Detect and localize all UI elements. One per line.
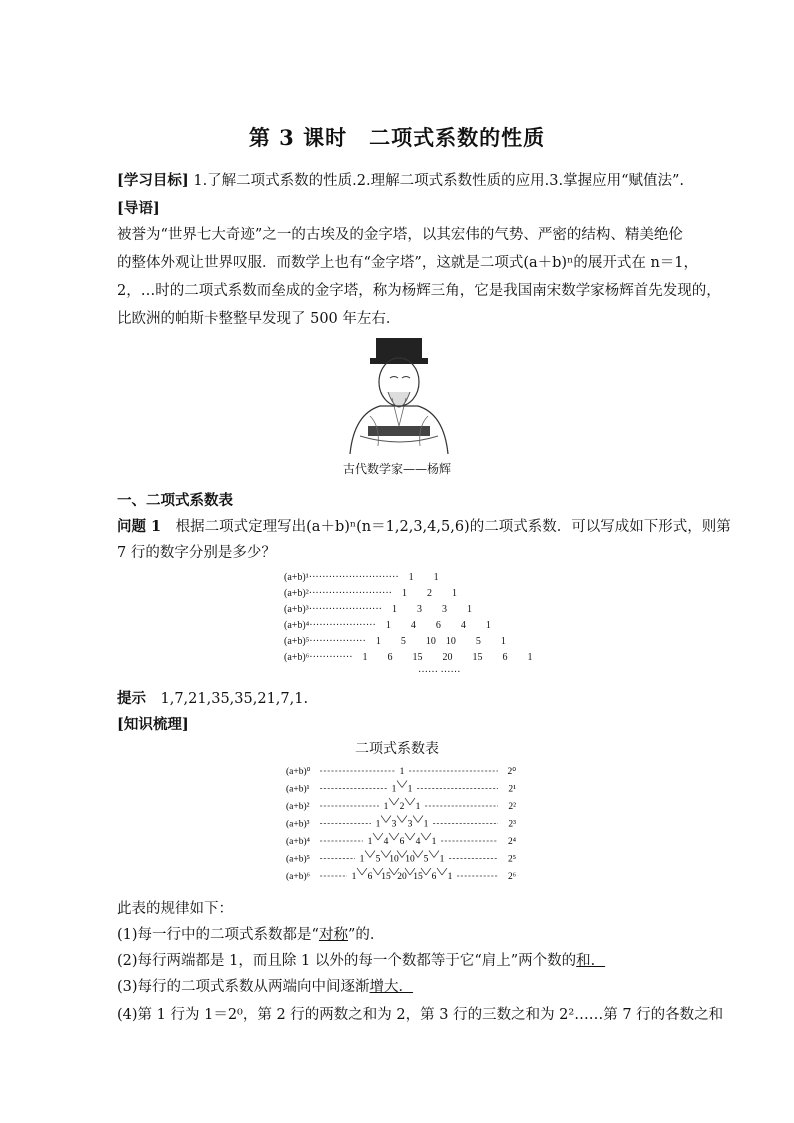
table2-coefficient: 15 — [413, 872, 423, 882]
table1-dots: ············· — [309, 652, 353, 663]
table2-connector — [378, 833, 383, 840]
rules-intro: 此表的规律如下： — [117, 901, 233, 917]
table2-connector — [402, 816, 407, 823]
table2-connector — [373, 868, 378, 875]
table2-connector — [418, 851, 423, 858]
table2-row-sum: 2⁴ — [507, 837, 516, 847]
table2-row-sum: 2³ — [508, 819, 516, 830]
objectives-text: 1.了解二项式系数的性质.2.理解二项式系数性质的应用.3.掌握应用“赋值法”. — [193, 173, 684, 189]
page-title: 第 3 课时 二项式系数的性质 — [248, 125, 546, 150]
table2-connector — [426, 868, 431, 875]
table1-lhs: (a+b)¹ — [284, 572, 309, 583]
table2-coefficient: 1 — [415, 802, 421, 812]
table2-row-sum: 2² — [508, 802, 516, 812]
table2-connector — [394, 833, 399, 840]
table2-connector — [442, 868, 447, 875]
table2-coefficient: 1 — [407, 784, 413, 795]
table2-coefficient: 10 — [405, 854, 415, 865]
question1-text: 根据二项式定理写出(a＋b)ⁿ(n＝1,2,3,4,5,6)的二项式系数．可以写成如下形式，则第 — [175, 519, 731, 535]
table2-coefficient: 1 — [359, 854, 365, 865]
table1-dots: ······················ — [308, 604, 383, 615]
table2-coefficient: 15 — [381, 872, 391, 882]
table1-ellipsis: …… …… — [418, 664, 461, 675]
table2-coefficient: 1 — [367, 837, 373, 847]
table2-coefficient: 6 — [431, 872, 437, 882]
table2-row-label: (a+b)³ — [286, 819, 310, 830]
rule-1 — [117, 922, 682, 948]
question1-line-1 — [117, 514, 731, 540]
table2-coefficient: 1 — [447, 872, 453, 882]
table2-coefficient: 5 — [375, 854, 381, 865]
table2-title: 二项式系数表 — [355, 741, 439, 757]
table2-connector — [357, 868, 362, 875]
rule-3-key: 增大． — [369, 979, 414, 995]
hint-text: 1,7,21,35,35,21,7,1. — [160, 691, 309, 707]
section-heading: 一、二项式系数表 — [117, 492, 233, 509]
table2-coefficient: 4 — [383, 837, 389, 847]
table2-connector — [386, 816, 391, 823]
intro-line-3: 2，…时的二项式系数而垒成的金字塔，称为杨辉三角，它是我国南宋数学家杨辉首先发现的， — [117, 283, 721, 299]
table2-connector — [394, 798, 399, 805]
table2-coefficient: 6 — [399, 837, 405, 847]
table1-coeffs: 1 1 — [408, 572, 439, 583]
table1-lhs: (a+b)⁵ — [284, 636, 310, 647]
table2-coefficient: 3 — [391, 819, 397, 830]
table2-connector — [397, 781, 402, 788]
table1-row — [284, 648, 533, 662]
intro-label: [导语] — [117, 200, 160, 217]
table1-lhs: (a+b)³ — [284, 604, 309, 615]
table1-dots: ···················· — [309, 620, 376, 631]
table2-connector — [397, 816, 402, 823]
table1-dots: ··························· — [308, 572, 399, 583]
rule-3 — [117, 974, 682, 1000]
table2-connector — [381, 851, 386, 858]
rule-2-key: 和． — [576, 953, 606, 969]
table2-row-label: (a+b)⁵ — [286, 854, 310, 865]
table1-row — [284, 600, 472, 614]
learning-objectives — [117, 168, 682, 194]
intro-line-2: 的整体外观让世界叹服．而数学上也有“金字塔”，这就是二项式(a＋b)ⁿ的展开式在 n＝1， — [117, 255, 699, 271]
table2-row-sum: 2¹ — [508, 784, 516, 795]
table2-connector — [362, 868, 367, 875]
table2-connector — [389, 798, 394, 805]
table2-coefficient: 3 — [407, 819, 413, 830]
table2-connector — [405, 833, 410, 840]
table1-dots: ························· — [308, 588, 393, 599]
table2-row-sum: 2⁶ — [507, 872, 516, 882]
hint — [117, 686, 682, 712]
table1-row — [284, 568, 439, 582]
hint-label: 提示 — [117, 690, 146, 707]
yang-hui-portrait-image — [340, 336, 458, 454]
question1-line-2: 7 行的数字分别是多少？ — [117, 545, 276, 561]
table2-connector — [421, 833, 426, 840]
rule-1-post: ”的． — [347, 927, 385, 943]
table1-coeffs: 1 2 1 — [402, 588, 458, 599]
table2-coefficient: 4 — [415, 837, 421, 847]
intro-line-1: 被誉为“世界七大奇迹”之一的古埃及的金字塔，以其宏伟的气势、严密的结构、精美绝伦 — [117, 227, 683, 243]
table2-row-label: (a+b)⁴ — [286, 837, 310, 847]
table2-coefficient: 5 — [423, 854, 429, 865]
rule-1-key: 对称 — [318, 927, 348, 943]
table2-coefficient: 1 — [423, 819, 429, 830]
table2-connector — [405, 798, 410, 805]
table2-row-sum: 2⁵ — [507, 854, 516, 865]
rule-2-pre: (2)每行两端都是 1，而且除 1 以外的每一个数都等于它“肩上”两个数的 — [117, 953, 577, 969]
table2-connector — [389, 833, 394, 840]
table2-connector — [418, 816, 423, 823]
table2-row-label: (a+b)² — [286, 802, 310, 812]
table2-connector — [410, 833, 415, 840]
table2-connector — [373, 833, 378, 840]
table2-coefficient: 1 — [383, 802, 389, 812]
table1-row — [284, 632, 506, 646]
table2-coefficient: 1 — [375, 819, 381, 830]
table1-coeffs: 1 4 6 4 1 — [385, 620, 491, 631]
table2-row-label: (a+b)⁰ — [286, 767, 311, 777]
table1-coeffs: 1 6 15 20 15 6 1 — [362, 652, 533, 663]
portrait-caption: 古代数学家——杨辉 — [342, 462, 451, 476]
table2-coefficient: 1 — [391, 784, 397, 795]
table2-connector — [365, 851, 370, 858]
table1-row — [284, 616, 491, 630]
table2-coefficient: 20 — [397, 872, 407, 882]
table2-row-sum: 2⁰ — [507, 767, 516, 777]
rule-4: (4)第 1 行为 1＝2⁰，第 2 行的两数之和为 2，第 3 行的三数之和为 2²……第 7 行的各数之和 — [117, 1007, 724, 1023]
table2-connector — [370, 851, 375, 858]
table2-connector — [381, 816, 386, 823]
table2-coefficient: 1 — [351, 872, 357, 882]
table2-coefficient: 6 — [367, 872, 373, 882]
table2-connector — [426, 833, 431, 840]
table1-lhs: (a+b)⁶ — [284, 652, 310, 663]
rule-1-pre: (1)每一行中的二项式系数都是“ — [117, 927, 319, 943]
table1-lhs: (a+b)² — [284, 588, 309, 599]
table2-row-label: (a+b)¹ — [286, 784, 310, 795]
table1-dots: ················· — [309, 636, 366, 647]
question1-label: 问题 1 — [117, 518, 162, 535]
table2-coefficient: 10 — [389, 854, 399, 865]
rule-3-pre: (3)每行的二项式系数从两端向中间逐渐 — [117, 979, 370, 995]
table2-connector — [413, 816, 418, 823]
table2-connector — [410, 798, 415, 805]
knowledge-label: [知识梳理] — [117, 716, 189, 733]
table2-row-label: (a+b)⁶ — [286, 872, 310, 882]
table2-connector — [434, 851, 439, 858]
table2-coefficient: 2 — [399, 802, 405, 812]
table2-diagram — [286, 764, 516, 888]
intro-line-4: 比欧洲的帕斯卡整整早发现了 500 年左右． — [117, 311, 401, 327]
table1-coeffs: 1 5 10 10 5 1 — [375, 636, 506, 647]
table1-lhs: (a+b)⁴ — [284, 620, 310, 631]
table2-connector — [437, 868, 442, 875]
table2-coefficient: 1 — [399, 767, 405, 777]
table2-connector — [429, 851, 434, 858]
table1-row — [284, 584, 457, 598]
table1-coeffs: 1 3 3 1 — [392, 604, 473, 615]
table2-coefficient: 1 — [439, 854, 445, 865]
rule-2 — [117, 948, 682, 974]
objectives-label: [学习目标] — [117, 172, 189, 189]
table2-coefficient: 1 — [431, 837, 437, 847]
table2-connector — [402, 781, 407, 788]
